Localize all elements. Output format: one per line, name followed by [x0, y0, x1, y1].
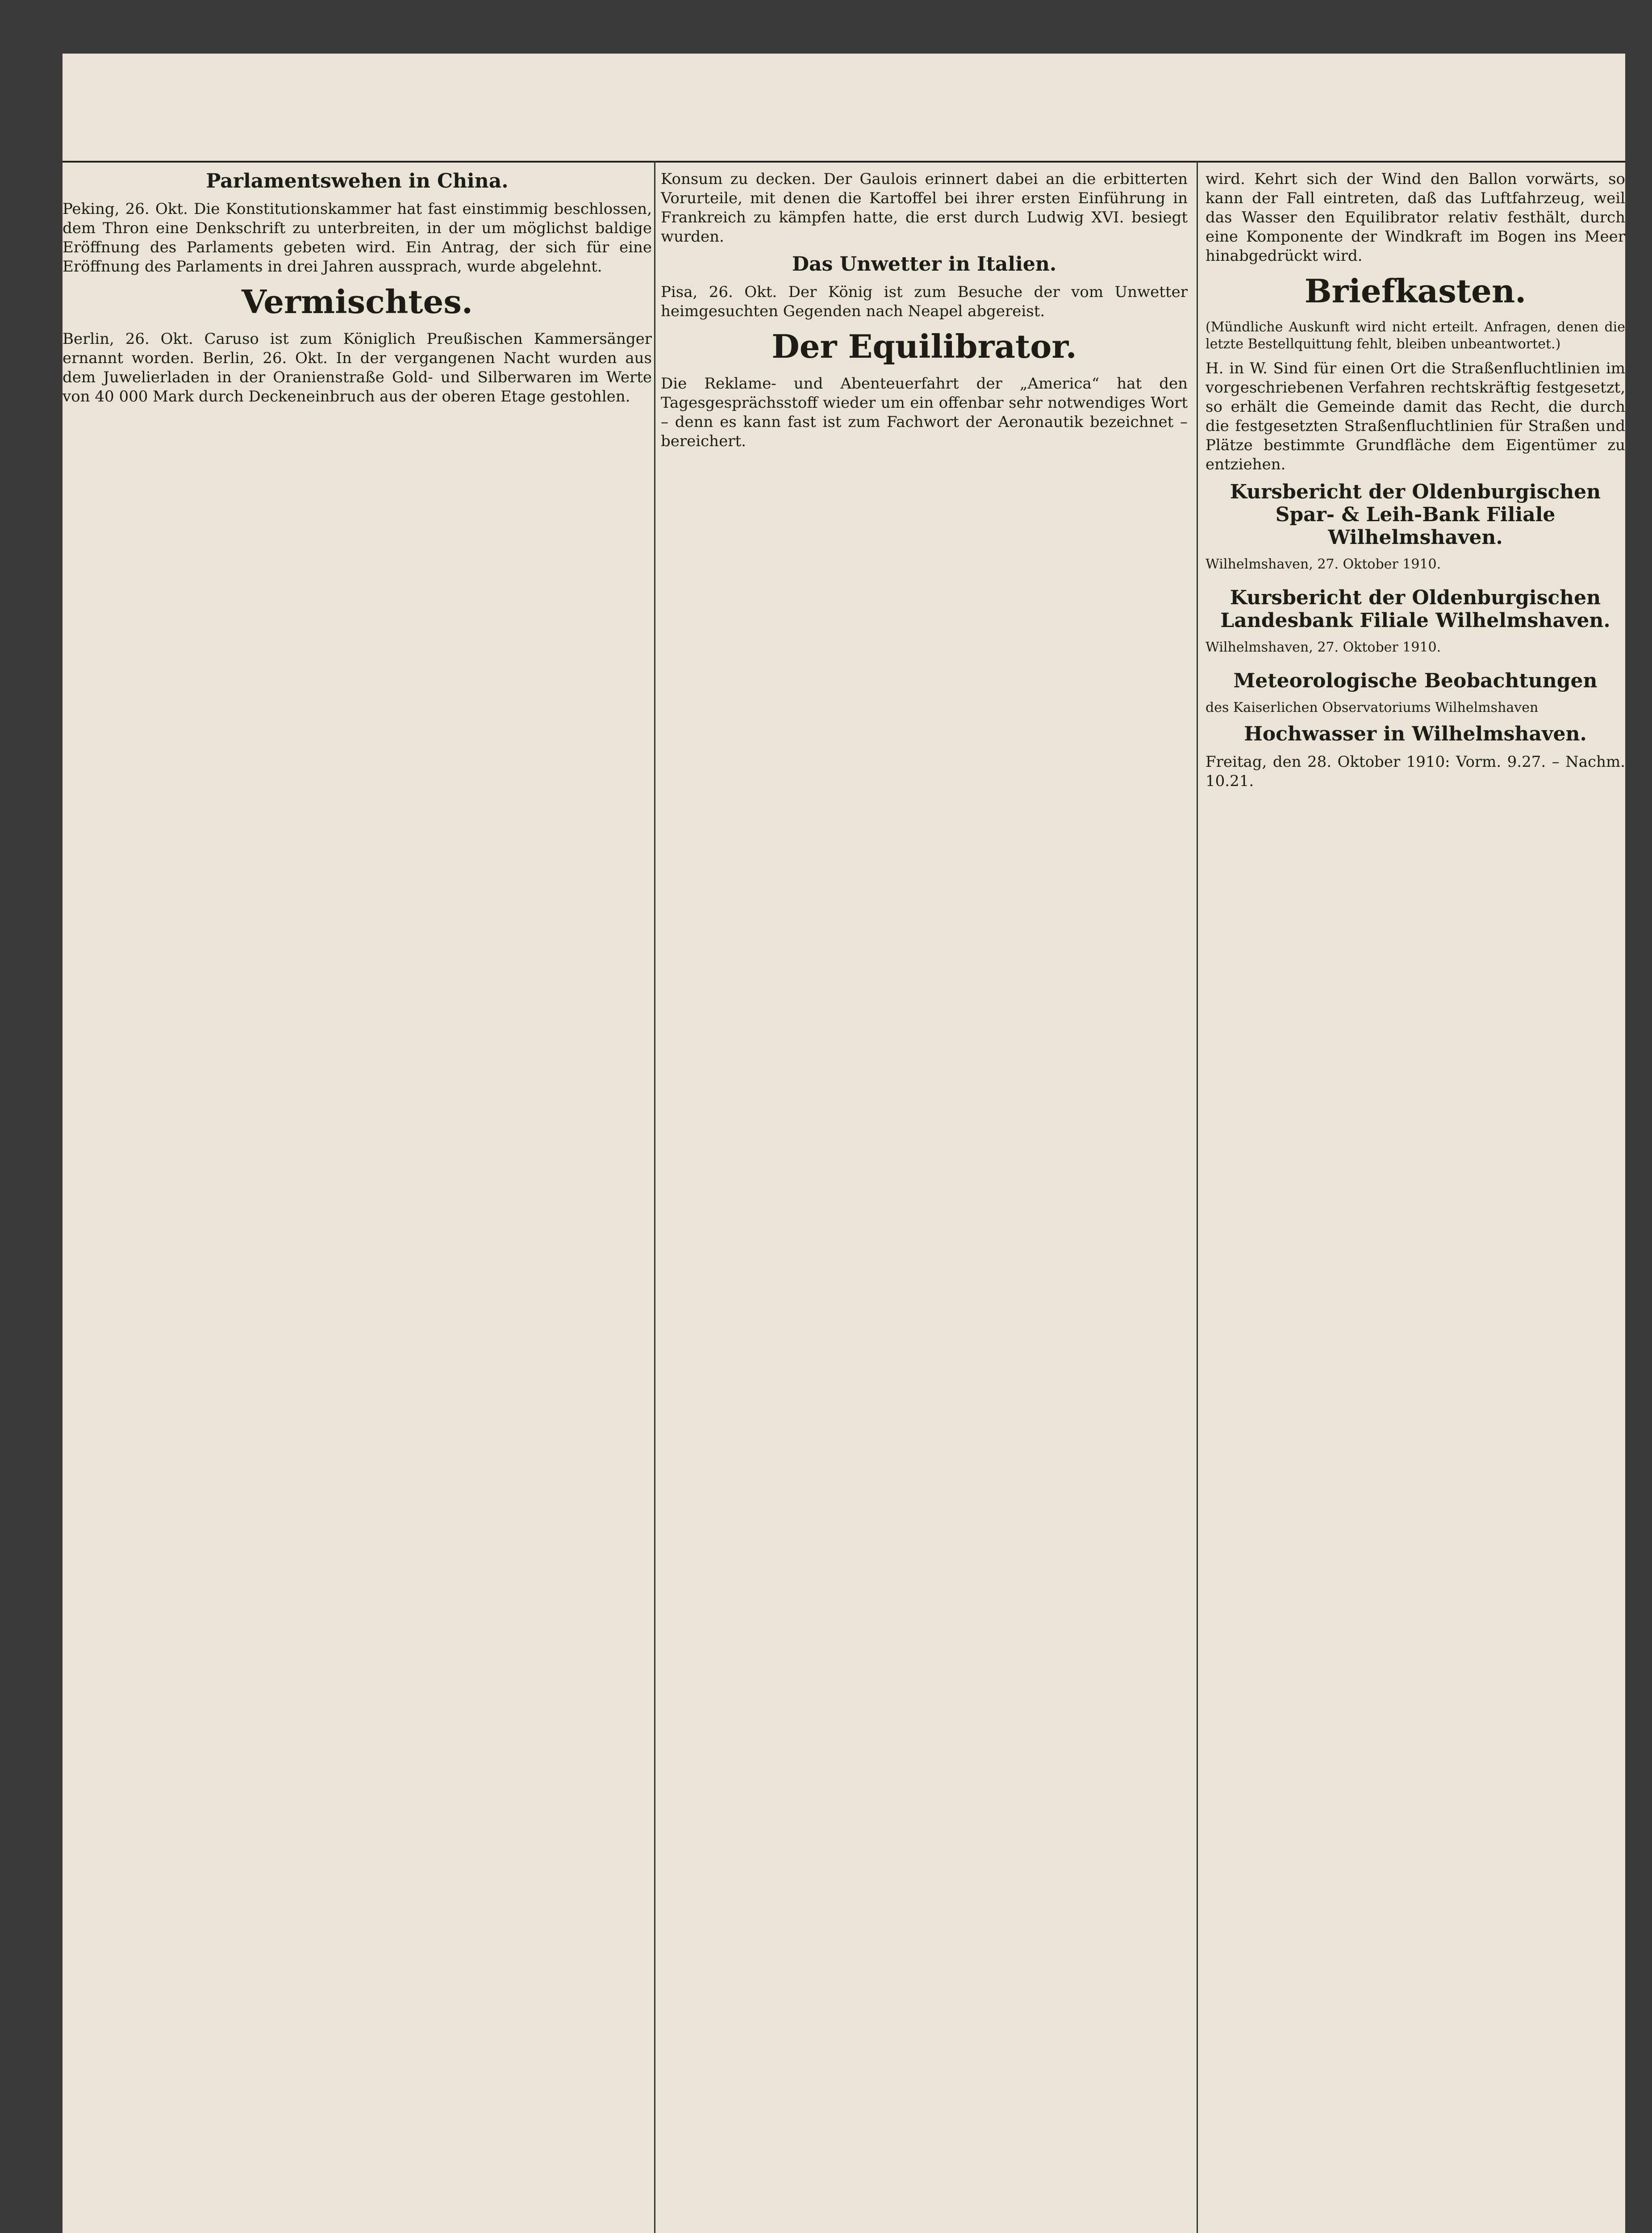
hochwasser-title: Hochwasser in Wilhelmshaven. [1244, 723, 1587, 745]
column-2 [661, 170, 1188, 457]
unwetter-article: Pisa, 26. Okt. Der König ist zum Besuche der vom Unwetter heimgesuchten Gegenden nach Neapel abgereist. [661, 283, 1188, 320]
column-3 [1206, 170, 1625, 797]
equilibrator-article: Die Reklame- und Abenteuerfahrt der „America“ hat den Tagesgesprächsstoff wieder um ein offenbar sehr notwendiges Wort – denn es kann fast ist zum Fachwort der Aeronautik bezeichnet – bereichert. [661, 375, 1188, 450]
misc-heading: Vermischtes. [242, 283, 473, 321]
briefkasten-answer: H. in W. Sind für einen Ort die Straßenfluchtlinien im vorgeschriebenen Verfahren rechtskräftig festgesetzt, so erhält die Gemeinde damit das Recht, die durch die festgesetzten Straßenfluchtlinien für Straßen und Plätze bestimmte Grundfläche dem Eigentümer zu entziehen. [1206, 360, 1625, 473]
parliament-article: Peking, 26. Okt. Die Konstitutionskammer hat fast einstimmig beschlossen, dem Thron eine Denkschrift zu unterbreiten, in der um möglichst baldige Eröffnung des Parlaments gebeten wird. Ein Antrag, der sich für eine Eröffnung des Parlaments in drei Jahren aussprach, wurde abgelehnt. [63, 200, 652, 276]
equilibrator-continued: wird. Kehrt sich der Wind den Ballon vorwärts, so kann der Fall eintreten, daß das Luftfahrzeug, weil das Wasser den Equilibrator relativ festhält, durch eine Komponente der Windkraft im Bogen ins Meer hinabgedrückt wird. [1206, 170, 1625, 265]
column-divider-1 [654, 161, 655, 2233]
briefkasten-heading: Briefkasten. [1304, 272, 1527, 310]
bank-report-2 [1206, 586, 1625, 656]
meteo-subtitle: des Kaiserlichen Observatoriums Wilhelmshaven [1206, 700, 1539, 715]
equilibrator-heading: Der Equilibrator. [772, 327, 1077, 365]
briefkasten-note: (Mündliche Auskunft wird nicht erteilt. Anfragen, denen die letzte Bestellquittung fehlt, bleiben unbeantwortet.) [1206, 319, 1625, 352]
unwetter-heading: Das Unwetter in Italien. [792, 253, 1057, 276]
hochwasser-text: Freitag, den 28. Oktober 1910: Vorm. 9.27. – Nachm. 10.21. [1206, 753, 1625, 790]
potato-article: Konsum zu decken. Der Gaulois erinnert dabei an die erbitterten Vorurteile, mit denen die Kartoffel bei ihrer ersten Einführung in Frankreich zu kämpfen hatte, die erst durch Ludwig XVI. besiegt wurden. [661, 170, 1188, 246]
meteo-title: Meteorologische Beobachtungen [1233, 669, 1598, 692]
column-1 [63, 170, 652, 413]
newspaper-page [63, 54, 1625, 2233]
top-rule [63, 161, 1625, 163]
bank-report-1-title: Kursbericht der Oldenburgischen Spar- & Leih-Bank Filiale Wilhelmshaven. [1230, 481, 1601, 549]
misc-article: Berlin, 26. Okt. Caruso ist zum Königlich Preußischen Kammersänger ernannt worden. Berlin, 26. Okt. In der vergangenen Nacht wurden aus dem Juwelierladen in der Oranienstraße Gold- und Silberwaren im Werte von 40 000 Mark durch Deckeneinbruch aus der oberen Etage gestohlen. [63, 330, 652, 406]
parliament-heading: Parlamentswehen in China. [206, 170, 509, 192]
bank-report-1 [1206, 481, 1625, 573]
bank-report-2-title: Kursbericht der Oldenburgischen Landesbank Filiale Wilhelmshaven. [1220, 586, 1610, 632]
column-divider-2 [1197, 161, 1198, 2233]
bank-report-2-date: Wilhelmshaven, 27. Oktober 1910. [1206, 640, 1441, 655]
bank-report-1-date: Wilhelmshaven, 27. Oktober 1910. [1206, 556, 1441, 572]
